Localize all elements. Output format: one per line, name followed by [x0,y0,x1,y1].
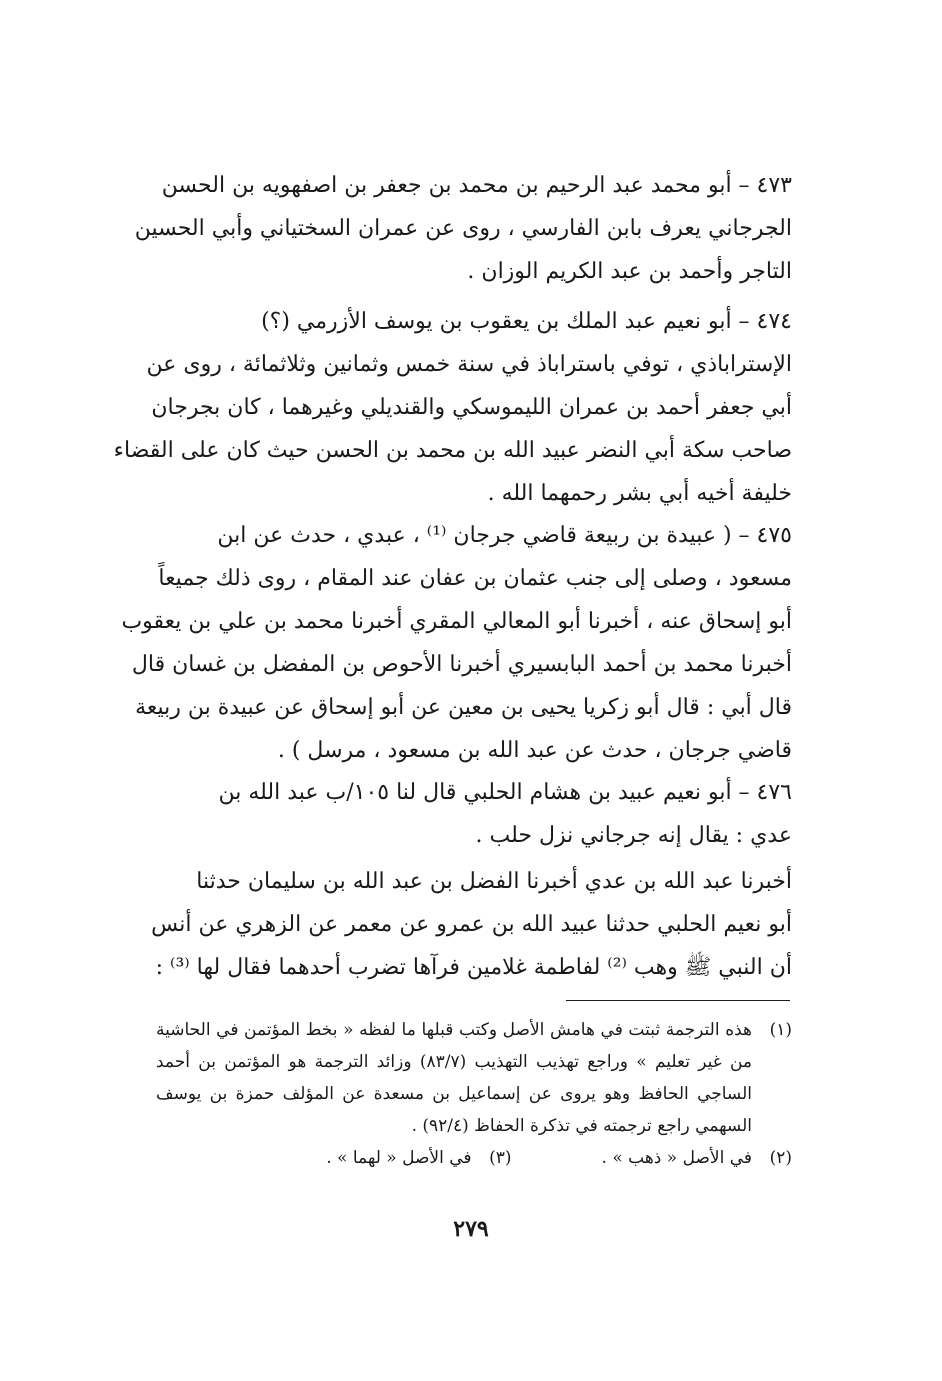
text-line: ٤٧٣ – أبو محمد عبد الرحيم بن محمد بن جعفر بن اصفهويه بن الحسن [161,173,792,198]
footnote-gap [512,1142,602,1174]
footnote-text: في الأصل « ذهب » . [601,1148,752,1168]
text-line: أخبرنا عبد الله بن عدي أخبرنا الفضل بن عبد الله بن سليمان حدثنا [196,869,792,894]
text-line: مسعود ، وصلى إلى جنب عثمان بن عفان عند المقام ، روى ذلك جميعاً [158,566,792,591]
text-line: أخبرنا محمد بن أحمد البابسيري أخبرنا الأحوص بن المفضل بن غسان قال [131,652,792,677]
footnote-1 [156,1014,792,1142]
page-number: ٢٧٩ [453,1216,489,1242]
entry-475 [121,514,792,772]
text-line: ٤٧٥ – ( عبيدة بن ربيعة قاضي جرجان ⁽¹⁾ ، عبدي ، حدث عن ابن [217,523,792,548]
text-line: ٤٧٤ – أبو نعيم عبد الملك بن يعقوب بن يوسف الأزرمي (؟) [261,309,792,334]
text-line: الجرجاني يعرف بابن الفارسي ، روى عن عمران السختياني وأبي الحسين [134,216,792,241]
text-line: عدي : يقال إنه جرجاني نزل حلب . [475,823,792,848]
footnote-number: (٢) [769,1148,792,1168]
text-line: قاضي جرجان ، حدث عن عبد الله بن مسعود ، مرسل ) . [277,738,792,763]
text-line: ٤٧٦ – أبو نعيم عبيد بن هشام الحلبي قال لنا ١٠٥/ب عبد الله بن [218,780,792,805]
footnotes [156,1014,792,1174]
text-line: التاجر وأحمد بن عبد الكريم الوزان . [467,259,792,284]
footnote-row-2-3 [156,1142,792,1174]
hadith-paragraph [151,860,792,989]
entry-476 [156,771,792,857]
text-line: أبو إسحاق عنه ، أخبرنا أبو المعالي المقري أخبرنا محمد بن علي بن يعقوب [121,609,792,634]
text-line: قال أبي : قال أبو زكريا يحيى بن معين عن أبو إسحاق عن عبيدة بن ربيعة [135,695,792,720]
footnote-number: (١) [769,1020,792,1040]
text-line: أبي جعفر أحمد بن عمران الليموسكي والقنديلي وغيرهما ، كان بجرجان [151,395,792,420]
text-line: صاحب سكة أبي النضر عبيد الله بن محمد بن الحسن حيث كان على القضاء [113,438,792,463]
footnote-number: (٣) [489,1148,512,1168]
entry-473 [134,164,792,293]
footnote-text: هذه الترجمة ثبتت في هامش الأصل وكتب قبلها ما لفظه « بخط المؤتمن في الحاشية من غير تعليم » وراجع تهذيب التهذيب (٨٣/٧) وزائد الترجمة هو المؤتمن بن أحمد الساجي الحافظ وهو يروى عن إسماعيل بن مسعدة عن المؤلف حمزة بن يوسف السهمي راجع ترجمته في تذكرة الحفاظ (٩٢/٤) . [156,1020,752,1136]
footnote-divider [566,1000,790,1001]
entry-474 [113,300,792,515]
text-line: خليفة أخيه أبي بشر رحمهما الله . [487,481,792,506]
text-line: الإستراباذي ، توفي باستراباذ في سنة خمس وثمانين وثلاثمائة ، روى عن [146,352,792,377]
text-line: أن النبي ﷺ وهب ⁽²⁾ لفاطمة غلامين فرآها تضرب أحدهما فقال لها ⁽³⁾ : [155,955,792,980]
text-line: أبو نعيم الحلبي حدثنا عبيد الله بن عمرو عن معمر عن الزهري عن أنس [151,912,792,937]
footnote-text: في الأصل « لهما » . [326,1148,472,1168]
